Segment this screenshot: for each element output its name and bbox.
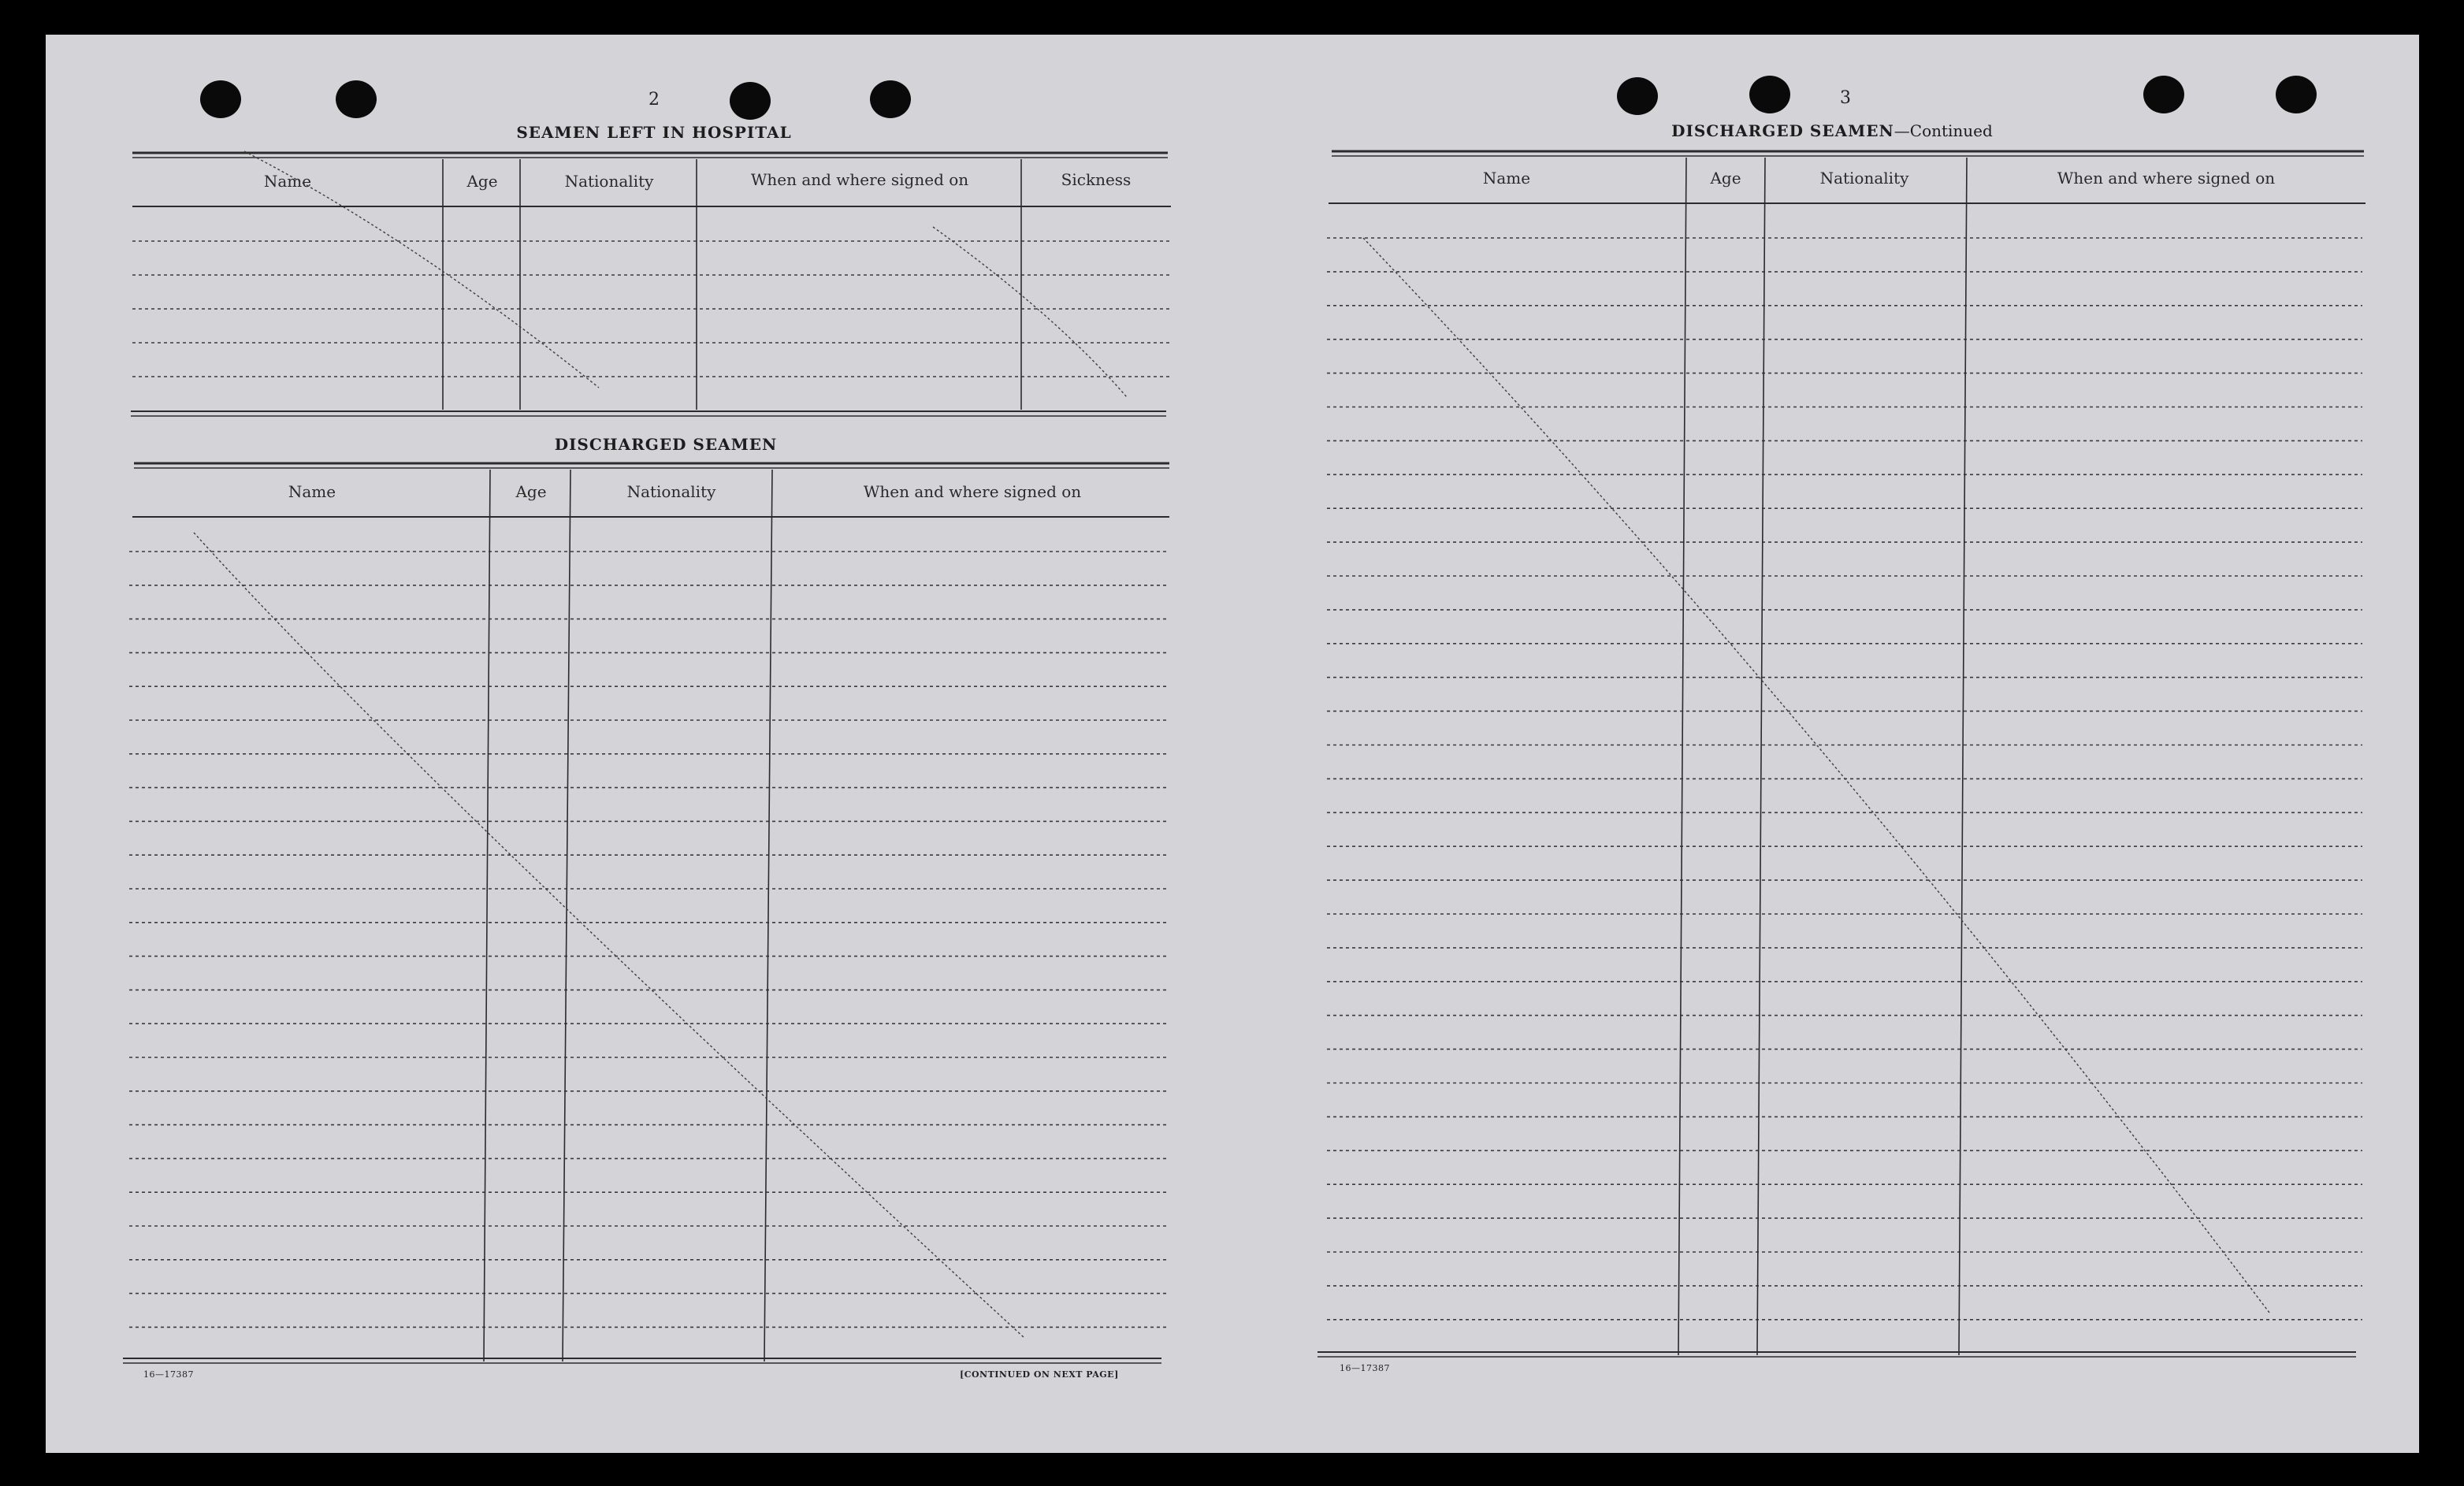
discharged-col-signed-on: When and where signed on — [863, 482, 1082, 501]
hospital-section-title: SEAMEN LEFT IN HOSPITAL — [516, 123, 792, 142]
continued-note: [CONTINUED ON NEXT PAGE] — [960, 1369, 1119, 1380]
form-number-right: 16—17387 — [1340, 1363, 1390, 1373]
discharged-col-age: Age — [515, 482, 547, 501]
binder-hole — [1617, 77, 1658, 115]
discharged-section-title: DISCHARGED SEAMEN — [554, 435, 778, 454]
page-number-left: 2 — [649, 90, 660, 110]
binder-hole — [200, 80, 241, 118]
continued-col-age: Age — [1710, 169, 1741, 188]
discharged-continued-title — [1592, 121, 2072, 140]
paper-sheet — [46, 35, 2419, 1453]
continued-col-nationality: Nationality — [1819, 169, 1909, 188]
binder-hole — [2143, 76, 2184, 113]
hospital-col-sickness: Sickness — [1061, 170, 1132, 189]
binder-hole — [730, 82, 771, 120]
hospital-col-age: Age — [466, 172, 498, 191]
hospital-col-signed-on: When and where signed on — [750, 170, 969, 189]
continued-col-signed-on: When and where signed on — [2057, 169, 2276, 188]
title-suffix: —Continued — [1894, 121, 1993, 140]
hospital-col-nationality: Nationality — [564, 172, 654, 191]
continued-col-name: Name — [1482, 169, 1531, 188]
binder-hole — [870, 80, 911, 118]
binder-hole — [336, 80, 377, 118]
binder-hole — [1749, 76, 1790, 113]
hospital-col-name: Name — [263, 172, 312, 191]
form-number-left: 16—17387 — [143, 1369, 194, 1380]
binder-hole — [2276, 76, 2317, 113]
discharged-col-nationality: Nationality — [626, 482, 716, 501]
title-main: DISCHARGED SEAMEN — [1671, 121, 1894, 140]
discharged-col-name: Name — [288, 482, 336, 501]
page-number-right: 3 — [1840, 88, 1851, 108]
